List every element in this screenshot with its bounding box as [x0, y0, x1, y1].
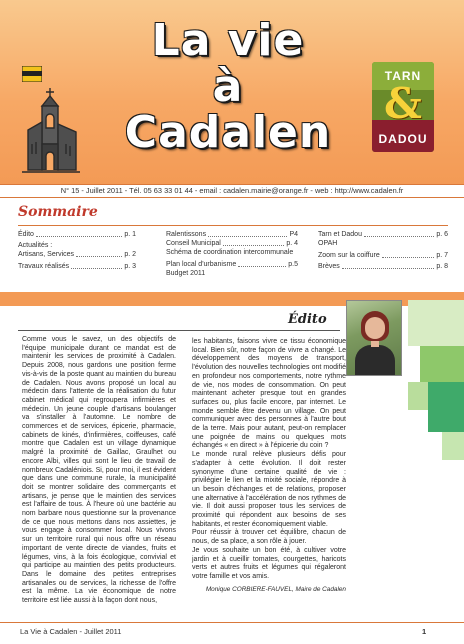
toc-item[interactable]: Budget 2011 [166, 270, 206, 277]
toc-column-1 [18, 230, 136, 273]
toc-item[interactable]: Plan local d'urbanisme p.5 [166, 261, 298, 268]
toc-item[interactable]: Édito p. 1 [18, 231, 136, 238]
toc-item: Actualités : [18, 242, 53, 249]
edito-paragraph: Je vous souhaite un bon été, à cultiver votre jardin et à cueillir tomates, courgettes, haricots verts et autres fruits et légumes qui régaleront votre famille et vos amis. [192, 546, 346, 580]
logo-line-1: TARN [384, 69, 422, 83]
toc-item[interactable]: Schéma de coordination intercommunale [166, 249, 294, 256]
tarn-et-dadou-logo [372, 62, 434, 152]
edito-column-right [192, 338, 346, 618]
page-number: 1 [422, 627, 427, 636]
toc-item[interactable]: OPAH [318, 240, 338, 247]
toc-item[interactable]: Travaux réalisés p. 3 [18, 263, 136, 270]
logo-ampersand: & [384, 79, 422, 128]
toc-column-2 [166, 230, 298, 280]
toc-item[interactable]: Conseil Municipal p. 4 [166, 240, 298, 247]
mayor-photo [346, 300, 402, 376]
footer-publication: La Vie à Cadalen - Juillet 2011 [20, 627, 122, 636]
edito-paragraph: Le monde rural relève plusieurs défis pour s'adapter à cette évolution. Il doit rester synonyme d'une certaine qualité de vie : privilégier le lien et la mixité sociale, répondre à un besoin d'échanges et de relations, proposer une alternative à l'accélération de nos rythmes de vie. Il doit aussi proposer tous les services de proximité qui répondent aux besoins de ses habitants, et rester économiquement viable. [192, 451, 346, 528]
table-of-contents [18, 204, 448, 288]
title-line-2: à [212, 61, 244, 112]
toc-item[interactable]: Ralentissons P4 [166, 231, 298, 238]
signature: Monique CORBIERE-FAUVEL, Maire de Cadalen [205, 585, 346, 593]
page-footer [0, 622, 464, 644]
sommaire-title: Sommaire [18, 204, 98, 220]
edito-paragraph: les habitants, faisons vivre ce tissu économique local. Bien sûr, notre façon de vivre a changé. Le développement des moyens de transport, l'évolution des nouvelles technologies ont modifié en profondeur nos comportements, notre rythme de vie, nos modes de consommation. On peut maintenant acheter presque tout en grandes surfaces ou, plus facile encore, par internet. Le monde semble être devenu un village. On peut communiquer avec des personnes à l'autre bout de la terre. Mais pour autant, peut-on remplacer une poignée de mains ou quelques mots échangés « en direct » à l'épicerie du coin ? [192, 338, 346, 450]
edito-column-left [22, 336, 176, 620]
edito-paragraph: Comme vous le savez, un des objectifs de l'équipe municipale durant ce mandat est de maintenir les services de proximité à Cadalen. Depuis 2008, nous gardons une position ferme vis-à-vis de la poste quant au maintien du bureau de Cadalen. Nous avons proposé un local au médecin dans l'attente de la réalisation du futur cabinet médical qui regroupera infirmières et médecin. Un jeune couple d'artisans boulanger va s'installer à l'automne. Le nombre de commerces et de services, épicerie, pharmacie, cabinets de kinés, d'infirmières, coiffeuses, café montre que Cadalen est un village dynamique malgré la proximité de Gaillac, Graulhet ou encore Albi, villes qui sont le lieu de travail de nombreux Cadaléniois. Si, pour moi, il est évident que dans une commune rurale, la municipalité doit se montrer solidaire des commerçants et artisans, je pense que le maintien des services est l'affaire de tous. À l'heure où une bactérie au nom barbare nous questionne sur la provenance de ce que nous mettons dans nos assiettes, je vous engage à consommer local. Nous vivons sur un territoire rural qui nous offre un réseau important de vente directe de viandes, fruits et légumes, vins, à la fois écologique, convivial et qui participe au maintien des petits producteurs. Dans le domaine des petites entreprises artisanales ou de services, la richesse de l'offre est la même. La vie économique de notre territoire est liée aussi à la façon dont nous, [22, 336, 176, 605]
divider [18, 225, 448, 226]
church-drawing-icon [20, 84, 82, 176]
toc-item[interactable]: Tarn et Dadou p. 6 [318, 231, 448, 238]
decorative-green-blocks [408, 300, 464, 460]
issue-info-line: N° 15 - Juillet 2011 - Tél. 05 63 33 01 44 - email : cadalen.mairie@orange.fr - web : http://www.cadalen.fr [0, 184, 464, 198]
toc-column-3 [318, 230, 448, 273]
toc-item[interactable]: Zoom sur la coiffure p. 7 [318, 252, 448, 259]
newsletter-title [118, 15, 338, 158]
edito-paragraph: Pour réussir à trouver cet équilibre, chacun de nous, de sa place, a son rôle à jouer. [192, 529, 346, 546]
toc-item[interactable]: Artisans, Services p. 2 [18, 251, 136, 258]
divider [18, 330, 340, 331]
title-line-1: La vie [151, 15, 305, 66]
edito-title: Édito [288, 312, 327, 327]
coat-of-arms-icon [22, 66, 42, 82]
toc-item[interactable]: Brèves p. 8 [318, 263, 448, 270]
title-line-3: Cadalen [124, 107, 332, 158]
masthead [0, 0, 464, 186]
logo-line-2: DADOU [378, 132, 428, 146]
